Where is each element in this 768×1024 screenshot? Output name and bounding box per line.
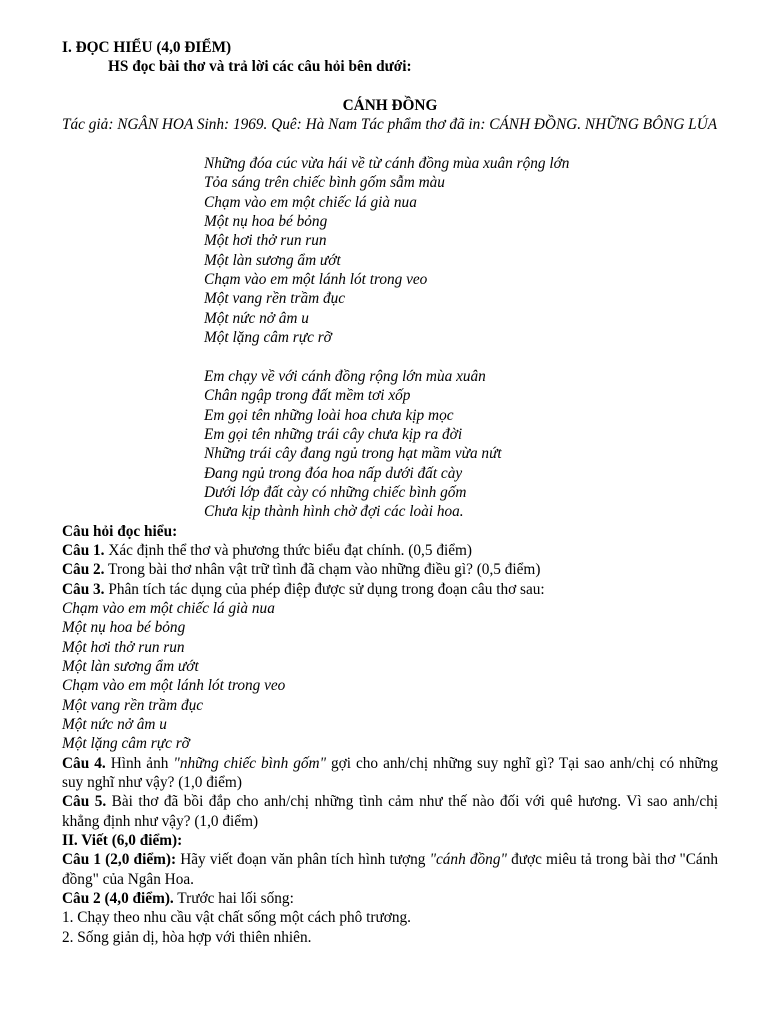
excerpt-line: Một vang rền trầm đục xyxy=(62,696,204,714)
question-label: Câu 5. xyxy=(62,793,107,811)
poem-line: Một lặng câm rực rỡ xyxy=(204,329,332,347)
question-text: Xác định thể thơ và phương thức biểu đạt chính. (0,5 điểm) xyxy=(104,541,473,559)
question-text: Phân tích tác dụng của phép điệp được sử dụng trong đoạn câu thơ sau: xyxy=(104,580,545,598)
option-item: 1. Chạy theo nhu cầu vật chất sống một cách phô trương. xyxy=(62,909,412,927)
poem-line: Chạm vào em một lánh lót trong veo xyxy=(204,271,428,289)
author-info: Tác giả: NGÂN HOA Sinh: 1969. Quê: Hà Nam Tác phẩm thơ đã in: CÁNH ĐỒNG. NHỮNG BÔNG LÚA xyxy=(62,116,718,134)
question-quote: "cánh đồng" xyxy=(429,851,507,869)
excerpt-line: Một nức nở âm u xyxy=(62,716,167,734)
part2-heading: II. Viết (6,0 điểm): xyxy=(62,832,183,850)
spacer xyxy=(62,348,718,367)
poem-line: Dưới lớp đất cày có những chiếc bình gốm xyxy=(204,483,467,501)
question-text: gợi cho anh/chị những suy nghĩ gì? Tại sao anh/chị có những suy nghĩ như vậy? (1,0 điểm) xyxy=(62,754,719,792)
spacer xyxy=(62,135,718,154)
poem-line: Em gọi tên những trái cây chưa kịp ra đời xyxy=(204,425,463,443)
excerpt-line: Chạm vào em một lánh lót trong veo xyxy=(62,677,286,695)
excerpt-line: Chạm vào em một chiếc lá già nua xyxy=(62,599,275,617)
poem-title: CÁNH ĐỒNG xyxy=(342,97,438,115)
poem-line: Em gọi tên những loài hoa chưa kịp mọc xyxy=(204,406,454,424)
poem-line: Những trái cây đang ngủ trong hạt mầm vừa nứt xyxy=(204,445,502,463)
poem-line: Chạm vào em một chiếc lá già nua xyxy=(204,193,417,211)
option-item: 2. Sống giản dị, hòa hợp với thiên nhiên. xyxy=(62,928,312,946)
poem-line: Tỏa sáng trên chiếc bình gốm sẫm màu xyxy=(204,174,445,192)
poem-line: Em chạy về với cánh đồng rộng lớn mùa xuân xyxy=(204,367,486,385)
poem-line: Chưa kịp thành hình chờ đợi các loài hoa. xyxy=(204,503,464,521)
question-label: Câu 1. xyxy=(62,541,105,559)
question-quote: "những chiếc bình gốm" xyxy=(173,754,326,772)
question-label: Câu 1 (2,0 điểm): xyxy=(62,851,177,869)
question-label: Câu 4. xyxy=(62,754,106,772)
question-text: Trước hai lối sống: xyxy=(173,890,294,908)
question-1 xyxy=(62,541,718,560)
question-label: Câu 2 (4,0 điểm). xyxy=(62,890,174,908)
poem-stanza-1 xyxy=(62,154,718,347)
poem-line: Chân ngập trong đất mềm tơi xốp xyxy=(204,387,411,405)
question-text: Hình ảnh xyxy=(105,754,174,772)
poem-stanza-2 xyxy=(62,367,718,522)
poem-line: Một nụ hoa bé bỏng xyxy=(204,213,328,231)
question-label: Câu 3. xyxy=(62,580,105,598)
poem-line: Đang ngủ trong đóa hoa nấp dưới đất cày xyxy=(204,464,463,482)
excerpt-line: Một nụ hoa bé bỏng xyxy=(62,619,186,637)
writing-question-2 xyxy=(62,889,718,908)
excerpt-line: Một làn sương ẩm ướt xyxy=(62,658,199,675)
spacer xyxy=(62,77,718,96)
question-2 xyxy=(62,560,718,579)
questions-heading: Câu hỏi đọc hiểu: xyxy=(62,522,178,540)
poem-line: Một nức nở âm u xyxy=(204,309,309,327)
poem-line: Một hơi thở run run xyxy=(204,232,327,250)
poem-line: Những đóa cúc vừa hái về từ cánh đồng mùa xuân rộng lớn xyxy=(204,155,570,173)
document-page xyxy=(62,38,718,947)
excerpt-line: Một lặng câm rực rỡ xyxy=(62,735,190,753)
question-5 xyxy=(62,792,718,831)
excerpt-line: Một hơi thở run run xyxy=(62,638,185,656)
question-text: Hãy viết đoạn văn phân tích hình tượng xyxy=(176,851,430,869)
question-text: Bài thơ đã bồi đắp cho anh/chị những tình cảm như thế nào đối với quê hương. Vì sao anh/chị khẳng định như vậy? (1,0 điểm) xyxy=(62,793,719,830)
question-text: Trong bài thơ nhân vật trữ tình đã chạm vào những điều gì? (0,5 điểm) xyxy=(104,561,541,579)
writing-question-1 xyxy=(62,850,718,889)
poem-line: Một làn sương ẩm ướt xyxy=(204,251,341,269)
question-3 xyxy=(62,580,718,599)
instruction: HS đọc bài thơ và trả lời các câu hỏi bên dưới: xyxy=(108,58,412,76)
question-4 xyxy=(62,754,718,793)
poem-line: Một vang rền trầm đục xyxy=(204,290,346,308)
question-text: được miêu tả trong bài thơ "Cánh đồng" của Ngân Hoa. xyxy=(62,851,718,888)
part1-heading: I. ĐỌC HIỂU (4,0 ĐIỂM) xyxy=(62,39,232,56)
question-3-excerpt xyxy=(62,599,718,754)
question-label: Câu 2. xyxy=(62,561,105,579)
